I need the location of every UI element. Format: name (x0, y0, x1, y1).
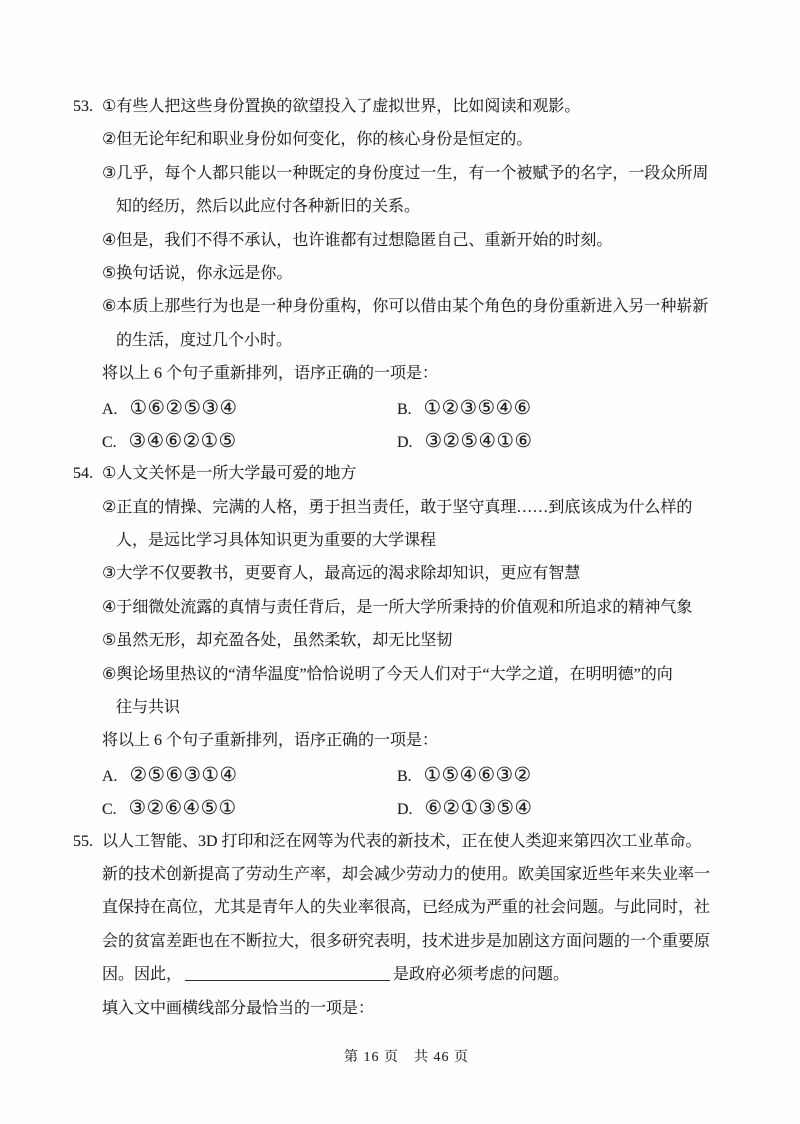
option-sequence: ①②③⑤④⑥ (423, 395, 532, 419)
option-b (397, 391, 532, 424)
blank-prefix: 因。因此， (102, 966, 183, 984)
question-number: 53. (73, 98, 93, 115)
sentence-line: ①有些人把这些身份置换的欲望投入了虚拟世界，比如阅读和观影。 (102, 98, 581, 115)
option-sequence: ①⑤④⑥③② (423, 762, 532, 786)
option-c (102, 791, 397, 824)
option-label: B. (397, 400, 412, 418)
question-number: 54. (73, 465, 93, 483)
option-sequence: ②⑤⑥③①④ (129, 762, 238, 786)
option-a (102, 391, 397, 424)
options-row (102, 758, 740, 791)
options-row (102, 791, 740, 824)
paragraph-line: 会的贫富差距也在不断拉大，很多研究表明，技术进步是加剧这方面问题的一个重要原 (102, 932, 711, 950)
option-sequence: ③②⑤④①⑥ (424, 428, 533, 452)
sentence-line: ⑥舆论场里热议的“清华温度”恰恰说明了今天人们对于“大学之道，在明明德”的向 (102, 665, 673, 683)
sentence-line: ③几乎，每个人都只能以一种既定的身份度过一生，有一个被赋予的名字，一段众所周 (102, 164, 709, 182)
paragraph-line: 直保持在高位，尤其是青年人的失业率很高，已经成为严重的社会问题。与此同时，社 (102, 899, 711, 917)
sentence-continuation: 的生活，度过几个小时。 (116, 331, 293, 349)
option-sequence: ③④⑥②①⑤ (128, 428, 237, 452)
option-sequence: ⑥②①③⑤④ (424, 796, 533, 820)
sentence-continuation: 知的经历，然后以此应付各种新旧的关系。 (116, 198, 421, 216)
options-row (102, 424, 740, 457)
paragraph-line: 新的技术创新提高了劳动生产率，却会减少劳动力的使用。欧美国家近些年来失业率一 (102, 865, 711, 883)
question-55 (73, 825, 740, 1025)
question-54 (73, 457, 740, 824)
paragraph-line: 以人工智能、3D 打印和泛在网等为代表的新技术，正在使人类迎来第四次工业革命。 (102, 832, 702, 850)
sentence-continuation: 往与共识 (116, 699, 181, 717)
question-line (73, 90, 740, 123)
sentence-line: ③大学不仅要教书，更要育人，最高远的渴求除却知识，更应有智慧 (102, 565, 581, 583)
question-line (73, 825, 740, 858)
sentence-line: ②但无论年纪和职业身份如何变化，你的核心身份是恒定的。 (102, 131, 533, 149)
sentence-line: ⑤虽然无形，却充盈各处，虽然柔软，却无比坚韧 (102, 632, 453, 650)
option-label: A. (102, 400, 118, 418)
option-sequence: ③②⑥④⑤① (128, 796, 237, 820)
options-row (102, 391, 740, 424)
option-b (397, 758, 532, 791)
paragraph-line-with-blank (102, 958, 740, 991)
option-label: C. (102, 801, 117, 819)
sentence-line: ②正直的情操、完满的人格，勇于担当责任，敢于坚守真理……到底该成为什么样的 (102, 498, 693, 516)
page-footer: 第 16 页 共 46 页 (344, 1049, 469, 1065)
option-label: C. (102, 433, 117, 451)
sentence-line: ④但是，我们不得不承认，也许谁都有过想隐匿自己、重新开始的时刻。 (102, 231, 613, 249)
question-stem: 填入文中画横线部分最恰当的一项是： (102, 999, 375, 1017)
sentence-line: ④于细微处流露的真情与责任背后，是一所大学所秉持的价值观和所追求的精神气象 (102, 598, 693, 616)
sentence-line: ①人文关怀是一所大学最可爱的地方 (102, 465, 357, 483)
option-a (102, 758, 397, 791)
option-sequence: ①⑥②⑤③④ (129, 395, 238, 419)
option-label: B. (397, 767, 412, 785)
question-53 (73, 90, 740, 457)
option-label: D. (397, 801, 413, 819)
sentence-line: ⑤换句话说，你永远是你。 (102, 264, 293, 282)
question-stem: 将以上 6 个句子重新排列，语序正确的一项是： (102, 365, 439, 383)
option-label: D. (397, 433, 413, 451)
question-stem: 将以上 6 个句子重新排列，语序正确的一项是： (102, 732, 439, 750)
option-c (102, 424, 397, 457)
question-line (73, 457, 740, 490)
blank-suffix: 是政府必须考虑的问题。 (393, 966, 570, 984)
question-number: 55. (73, 832, 93, 850)
sentence-line: ⑥本质上那些行为也是一种身份重构，你可以借由某个角色的身份重新进入另一种崭新 (102, 298, 709, 316)
sentence-continuation: 人，是远比学习具体知识更为重要的大学课程 (116, 532, 437, 550)
option-d (397, 791, 532, 824)
option-d (397, 424, 532, 457)
option-label: A. (102, 767, 118, 785)
blank-underline (185, 966, 390, 981)
